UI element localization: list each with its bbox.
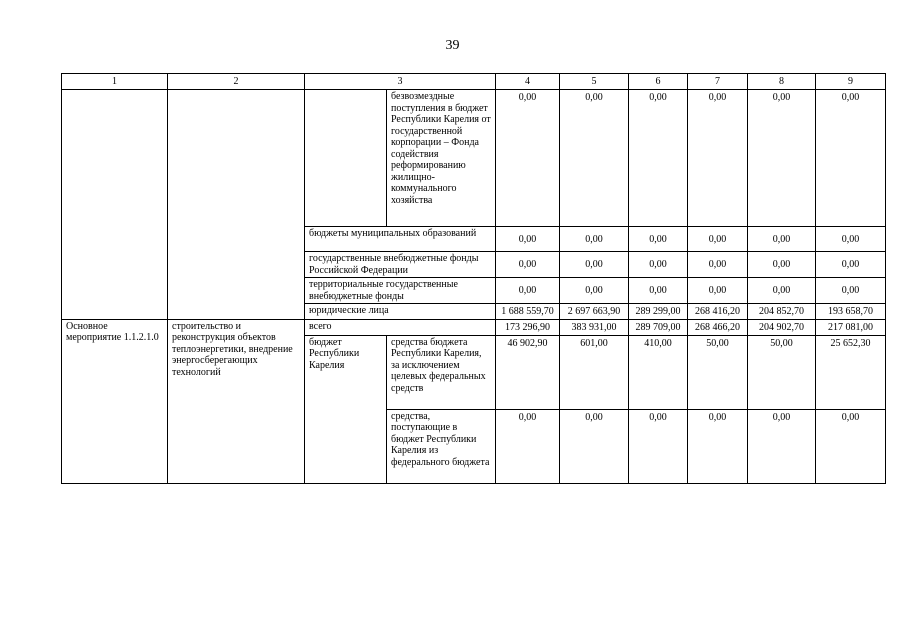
value-cell: 0,00 (629, 409, 688, 483)
row-label: безвозмездные поступления в бюджет Республики Карелия от государственной корпорации – Фонда содействия реформированию жилищно-коммунального хозяйства (387, 90, 496, 227)
value-cell: 0,00 (629, 90, 688, 227)
value-cell: 0,00 (496, 90, 560, 227)
value-cell: 0,00 (560, 409, 629, 483)
value-cell: 0,00 (816, 90, 886, 227)
value-cell: 601,00 (560, 335, 629, 409)
row-label: бюджеты муниципальных образований (305, 227, 496, 252)
value-cell: 0,00 (816, 278, 886, 304)
table-row (62, 319, 886, 335)
value-cell: 0,00 (816, 409, 886, 483)
header-cell: 7 (688, 74, 748, 90)
row-label: средства, поступающие в бюджет Республики Карелия из федерального бюджета (387, 409, 496, 483)
value-cell: 0,00 (629, 252, 688, 278)
value-cell: 0,00 (560, 227, 629, 252)
value-cell: 204 852,70 (748, 304, 816, 320)
budget-table (61, 73, 886, 484)
value-cell: 289 299,00 (629, 304, 688, 320)
measure-code: Основное мероприятие 1.1.2.1.0 (62, 319, 168, 483)
value-cell: 0,00 (688, 278, 748, 304)
value-cell: 0,00 (560, 252, 629, 278)
value-cell: 0,00 (748, 252, 816, 278)
value-cell: 0,00 (688, 90, 748, 227)
empty-cell (168, 90, 305, 320)
header-cell: 2 (168, 74, 305, 90)
value-cell: 0,00 (560, 278, 629, 304)
value-cell: 46 902,90 (496, 335, 560, 409)
value-cell: 0,00 (496, 409, 560, 483)
header-cell: 8 (748, 74, 816, 90)
value-cell: 0,00 (688, 227, 748, 252)
value-cell: 2 697 663,90 (560, 304, 629, 320)
value-cell: 383 931,00 (560, 319, 629, 335)
value-cell: 25 652,30 (816, 335, 886, 409)
empty-cell (305, 90, 387, 227)
row-label: всего (305, 319, 496, 335)
value-cell: 0,00 (496, 278, 560, 304)
value-cell: 193 658,70 (816, 304, 886, 320)
empty-cell (62, 90, 168, 320)
value-cell: 268 416,20 (688, 304, 748, 320)
value-cell: 0,00 (816, 252, 886, 278)
value-cell: 50,00 (748, 335, 816, 409)
value-cell: 204 902,70 (748, 319, 816, 335)
value-cell: 0,00 (629, 227, 688, 252)
header-cell: 3 (305, 74, 496, 90)
value-cell: 0,00 (748, 409, 816, 483)
table-row (62, 90, 886, 227)
value-cell: 268 466,20 (688, 319, 748, 335)
value-cell: 0,00 (496, 227, 560, 252)
header-cell: 1 (62, 74, 168, 90)
value-cell: 0,00 (748, 227, 816, 252)
value-cell: 0,00 (629, 278, 688, 304)
value-cell: 217 081,00 (816, 319, 886, 335)
value-cell: 50,00 (688, 335, 748, 409)
value-cell: 0,00 (688, 252, 748, 278)
value-cell: 0,00 (496, 252, 560, 278)
header-cell: 5 (560, 74, 629, 90)
header-cell: 9 (816, 74, 886, 90)
measure-description: строительство и реконструкция объектов теплоэнергетики, внедрение энергосберегающих технологий (168, 319, 305, 483)
budget-label: бюджет Республики Карелия (305, 335, 387, 483)
value-cell: 0,00 (560, 90, 629, 227)
value-cell: 410,00 (629, 335, 688, 409)
value-cell: 0,00 (748, 90, 816, 227)
value-cell: 173 296,90 (496, 319, 560, 335)
value-cell: 0,00 (748, 278, 816, 304)
header-row (62, 74, 886, 90)
value-cell: 289 709,00 (629, 319, 688, 335)
value-cell: 0,00 (816, 227, 886, 252)
row-label: средства бюджета Республики Карелия, за исключением целевых федеральных средств (387, 335, 496, 409)
value-cell: 0,00 (688, 409, 748, 483)
page-number: 39 (445, 38, 460, 53)
row-label: государственные внебюджетные фонды Российской Федерации (305, 252, 496, 278)
value-cell: 1 688 559,70 (496, 304, 560, 320)
row-label: юридические лица (305, 304, 496, 320)
row-label: территориальные государственные внебюджетные фонды (305, 278, 496, 304)
header-cell: 6 (629, 74, 688, 90)
header-cell: 4 (496, 74, 560, 90)
